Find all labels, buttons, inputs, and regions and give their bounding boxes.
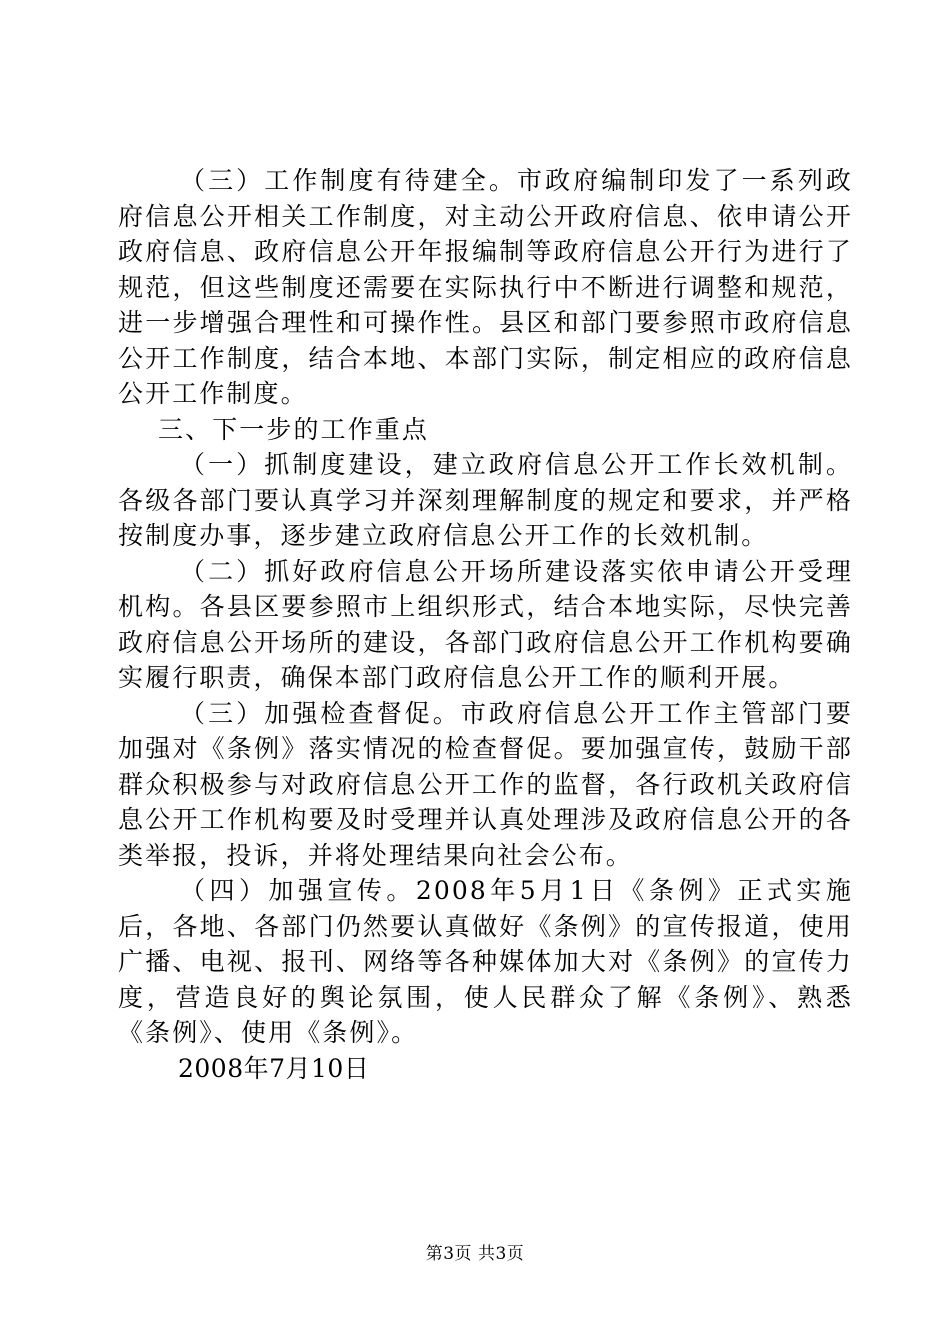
document-date: 2008年7月10日 xyxy=(178,1053,370,1083)
section-heading-next-steps: 三、下一步的工作重点 xyxy=(158,414,430,444)
paragraph-work-system: （三）工作制度有待建全。市政府编制印发了一系列政府信息公开相关工作制度，对主动公开政府信息、依申请公开政府信息、政府信息公开年报编制等政府信息公开行为进行了规范，但这些制度还需要在实际执行中不断进行调整和规范，进一步增强合理性和可操作性。县区和部门要参照市政府信息公开工作制度，结合本地、本部门实际，制定相应的政府信息公开工作制度。 xyxy=(118,166,853,408)
paragraph-venue-construction: （二）抓好政府信息公开场所建设落实依申请公开受理机构。各县区要参照市上组织形式，结合本地实际，尽快完善政府信息公开场所的建设，各部门政府信息公开工作机构要确实履行职责，确保本部门政府信息公开工作的顺利开展。 xyxy=(118,556,853,692)
paragraph-system-building: （一）抓制度建设，建立政府信息公开工作长效机制。各级各部门要认真学习并深刻理解制度的规定和要求，并严格按制度办事，逐步建立政府信息公开工作的长效机制。 xyxy=(118,450,853,550)
paragraph-inspection: （三）加强检查督促。市政府信息公开工作主管部门要加强对《条例》落实情况的检查督促。要加强宣传，鼓励干部群众积极参与对政府信息公开工作的监督，各行政机关政府信息公开工作机构要及时受理并认真处理涉及政府信息公开的各类举报，投诉，并将处理结果向社会公布。 xyxy=(118,698,853,870)
paragraph-publicity: （四）加强宣传。2008年5月1日《条例》正式实施后，各地、各部门仍然要认真做好《条例》的宣传报道，使用广播、电视、报刊、网络等各种媒体加大对《条例》的宣传力度，营造良好的舆论氛围，使人民群众了解《条例》、熟悉《条例》、使用《条例》。 xyxy=(118,876,853,1047)
page-number-footer: 第3页 共3页 xyxy=(425,1244,525,1264)
document-body xyxy=(118,163,853,1086)
